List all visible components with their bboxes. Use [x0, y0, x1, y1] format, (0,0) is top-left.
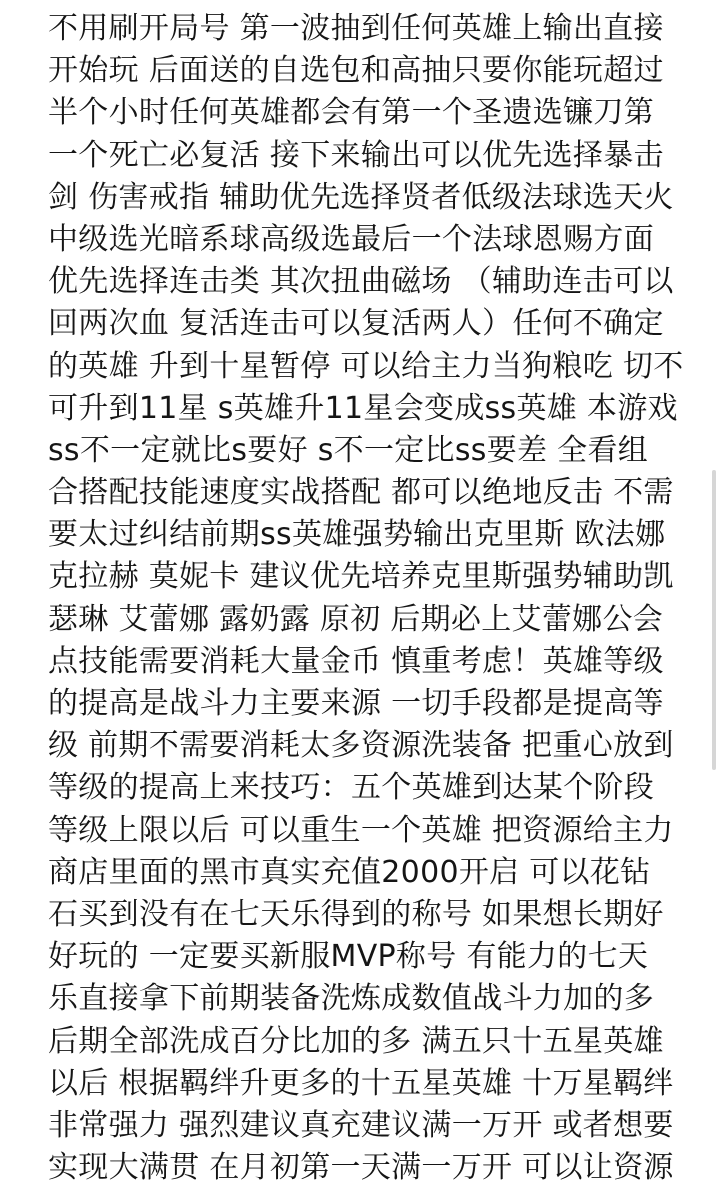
text-line: 不用刷开局号 第一波抽到任何英雄上输出直接 — [48, 11, 664, 46]
text-line: 非常强力 强烈建议真充建议满一万开 或者想要 — [48, 1107, 674, 1143]
text-line: 开始玩 后面送的自选包和高抽只要你能玩超过 — [48, 53, 664, 89]
text-line: 瑟琳 艾蕾娜 露奶露 原初 后期必上艾蕾娜公会 — [48, 601, 664, 637]
text-line: 后期全部洗成百分比加的多 满五只十五星英雄 — [48, 1023, 664, 1059]
text-line: 石买到没有在七天乐得到的称号 如果想长期好 — [48, 896, 664, 932]
text-line: 级 前期不需要消耗太多资源洗装备 把重心放到 — [48, 728, 674, 764]
text-line: 克拉赫 莫妮卡 建议优先培养克里斯强势辅助凯 — [48, 559, 674, 595]
text-line: 乐直接拿下前期装备洗炼成数值战斗力加的多 — [48, 981, 654, 1017]
text-line: 中级选光暗系球高级选最后一个法球恩赐方面 — [48, 221, 654, 257]
text-line: 一个死亡必复活 接下来输出可以优先选择暴击 — [48, 137, 664, 173]
text-line: 好玩的 一定要买新服MVP称号 有能力的七天 — [48, 939, 649, 975]
vertical-scrollbar[interactable] — [712, 470, 716, 770]
text-line: 的提高是战斗力主要来源 一切手段都是提高等 — [48, 686, 664, 721]
text-line: 半个小时任何英雄都会有第一个圣遗选镰刀第 — [48, 95, 654, 131]
text-line: 合搭配技能速度实战搭配 都可以绝地反击 不需 — [48, 475, 674, 511]
text-line: 实现大满贯 在月初第一天满一万开 可以让资源 — [48, 1150, 674, 1186]
article-text — [48, 8, 708, 1189]
text-line: 可升到11星 s英雄升11星会变成ss英雄 本游戏 — [48, 390, 678, 426]
text-line: 的英雄 升到十星暂停 可以给主力当狗粮吃 切不 — [48, 348, 684, 384]
text-line: 商店里面的黑市真实充值2000开启 可以花钻 — [48, 854, 651, 890]
text-line: 剑 伤害戒指 辅助优先选择贤者低级法球选天火 — [48, 179, 674, 215]
text-line: 点技能需要消耗大量金币 慎重考虑！英雄等级 — [48, 643, 664, 679]
text-line: 以后 根据羁绊升更多的十五星英雄 十万星羁绊 — [48, 1065, 674, 1101]
text-line: 等级上限以后 可以重生一个英雄 把资源给主力 — [48, 812, 674, 848]
text-line: 优先选择连击类 其次扭曲磁场 （辅助连击可以 — [48, 264, 674, 300]
text-line: ss不一定就比s要好 s不一定比ss要差 全看组 — [48, 432, 649, 468]
text-line: 等级的提高上来技巧：五个英雄到达某个阶段 — [48, 770, 654, 806]
text-line: 回两次血 复活连击可以复活两人）任何不确定 — [48, 306, 664, 342]
text-line: 要太过纠结前期ss英雄强势输出克里斯 欧法娜 — [48, 517, 666, 553]
